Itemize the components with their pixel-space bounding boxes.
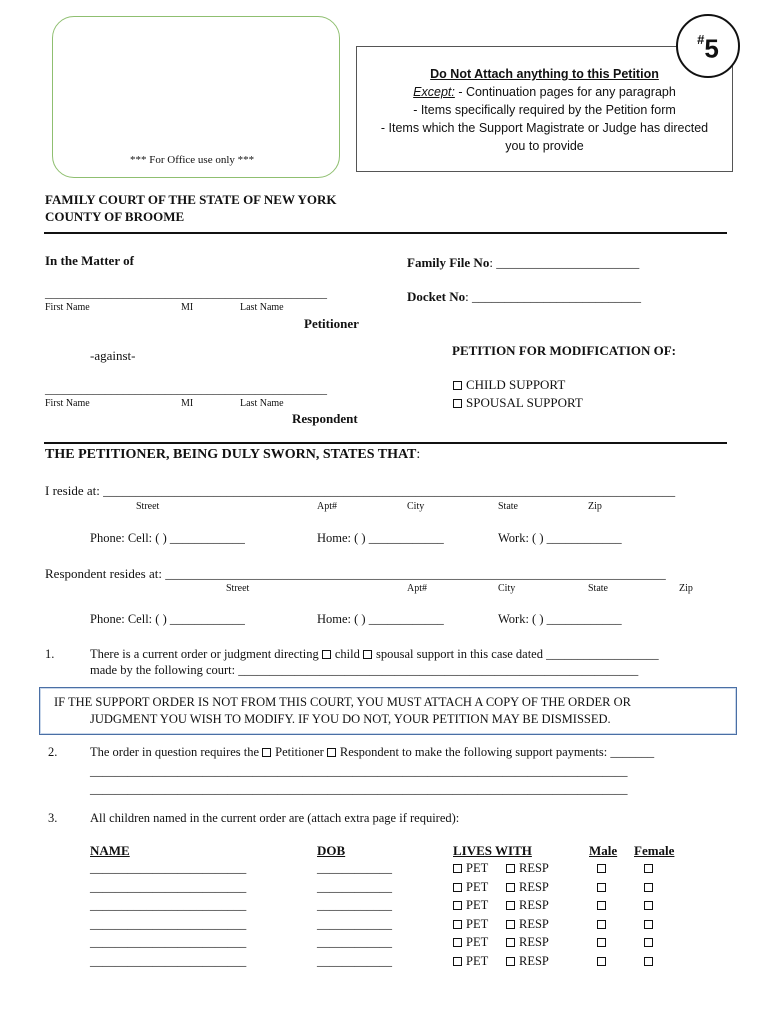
child-pet-label: PET <box>466 954 489 968</box>
child-resp-label: RESP <box>519 898 549 912</box>
petitioner-name-line[interactable]: _______________________________________________ <box>45 286 327 300</box>
child-pet-label: PET <box>466 898 489 912</box>
item-2-number: 2. <box>48 745 58 759</box>
child-support-label: CHILD SUPPORT <box>466 377 566 392</box>
notice-except-label: Except: <box>413 85 455 99</box>
child-pet-label: PET <box>466 935 489 949</box>
child-lives-with-pet[interactable] <box>453 898 488 913</box>
child-support-option[interactable] <box>453 377 565 393</box>
child-resp-label: RESP <box>519 954 549 968</box>
docket-field[interactable] <box>407 289 641 305</box>
child-lives-with-pet[interactable] <box>453 917 488 932</box>
item-2-line-1 <box>90 745 654 760</box>
notice-line1-text: - Continuation pages for any paragraph <box>454 85 676 99</box>
notice-line-4: you to provide <box>505 139 584 153</box>
petitioner-home-phone[interactable]: Home: ( ) ____________ <box>317 531 444 545</box>
children-header-name: NAME <box>90 843 130 858</box>
child-male-checkbox[interactable] <box>597 938 606 947</box>
petitioner-apt-label: Apt# <box>317 501 337 512</box>
child-lives-with-pet[interactable] <box>453 861 488 876</box>
respondent-last-name-label: Last Name <box>240 398 284 409</box>
docket-blank: : __________________________ <box>465 289 642 304</box>
respondent-name-line[interactable]: _______________________________________________ <box>45 382 327 396</box>
child-support-checkbox[interactable] <box>453 381 462 390</box>
child-resp-checkbox[interactable] <box>506 883 515 892</box>
child-female-checkbox[interactable] <box>644 901 653 910</box>
child-pet-label: PET <box>466 861 489 875</box>
item-2-line-3[interactable]: ______________________________________________________________________________________ <box>90 782 628 796</box>
child-lives-with-pet[interactable] <box>453 880 488 895</box>
child-resp-checkbox[interactable] <box>506 957 515 966</box>
child-dob-field[interactable]: ____________ <box>317 935 392 949</box>
child-male-checkbox[interactable] <box>597 901 606 910</box>
court-name: FAMILY COURT OF THE STATE OF NEW YORK <box>45 192 337 207</box>
child-lives-with-pet[interactable] <box>453 935 488 950</box>
form-number-badge <box>676 14 740 78</box>
child-pet-label: PET <box>466 880 489 894</box>
child-male-checkbox[interactable] <box>597 957 606 966</box>
warning-line-1: IF THE SUPPORT ORDER IS NOT FROM THIS COURT, YOU MUST ATTACH A COPY OF THE ORDER OR <box>54 695 631 709</box>
children-header-dob: DOB <box>317 843 346 858</box>
petitioner-label: Petitioner <box>304 316 359 331</box>
item-3-number: 3. <box>48 811 58 825</box>
child-resp-label: RESP <box>519 880 549 894</box>
item-2-respondent-checkbox[interactable] <box>327 748 336 757</box>
item-1-child-checkbox[interactable] <box>322 650 331 659</box>
i-reside-at-field[interactable]: I reside at: ________________________________________________________________________________________ <box>45 483 676 498</box>
petition-for-title: PETITION FOR MODIFICATION OF: <box>452 343 677 358</box>
child-lives-with-resp[interactable] <box>506 954 549 969</box>
child-dob-field[interactable]: ____________ <box>317 898 392 912</box>
child-pet-checkbox[interactable] <box>453 957 462 966</box>
child-dob-field[interactable]: ____________ <box>317 861 392 875</box>
family-file-blank: : ______________________ <box>489 255 640 270</box>
petitioner-last-name-label: Last Name <box>240 302 284 313</box>
petitioner-state-label: State <box>498 501 518 512</box>
item-1-text: There is a current order or judgment directing <box>90 647 322 661</box>
child-pet-label: PET <box>466 917 489 931</box>
header-rule <box>44 232 727 234</box>
in-the-matter-of: In the Matter of <box>45 253 134 268</box>
children-header-lives-with: LIVES WITH <box>453 843 532 858</box>
respondent-street-label: Street <box>226 583 250 594</box>
respondent-label: Respondent <box>292 411 358 426</box>
form-number: 5 <box>704 33 719 64</box>
petitioner-first-name-label: First Name <box>45 302 90 313</box>
respondent-zip-label: Zip <box>679 583 693 594</box>
child-resp-checkbox[interactable] <box>506 864 515 873</box>
spousal-support-label: SPOUSAL SUPPORT <box>466 395 583 410</box>
child-lives-with-resp[interactable] <box>506 917 549 932</box>
child-resp-label: RESP <box>519 861 549 875</box>
item-1-spousal-label[interactable]: spousal support in this case dated __________________ <box>375 647 659 661</box>
petitioner-street-label: Street <box>136 501 160 512</box>
respondent-first-name-label: First Name <box>45 398 90 409</box>
child-resp-label: RESP <box>519 917 549 931</box>
item-2-petitioner-label: Petitioner <box>275 745 327 759</box>
sworn-heading <box>45 447 420 463</box>
child-resp-checkbox[interactable] <box>506 901 515 910</box>
petitioner-city-label: City <box>407 501 425 512</box>
family-file-label: Family File No <box>407 255 490 270</box>
petitioner-work-phone[interactable]: Work: ( ) ____________ <box>498 531 622 545</box>
child-pet-checkbox[interactable] <box>453 901 462 910</box>
child-pet-checkbox[interactable] <box>453 938 462 947</box>
warning-line-2: JUDGMENT YOU WISH TO MODIFY. IF YOU DO NOT, YOUR PETITION MAY BE DISMISSED. <box>90 712 611 726</box>
form-number-prefix: # <box>697 32 705 47</box>
item-1-spousal-checkbox[interactable] <box>363 650 372 659</box>
petitioner-cell-phone[interactable]: Phone: Cell: ( ) ____________ <box>90 531 245 545</box>
child-name-field[interactable]: _________________________ <box>90 898 247 912</box>
child-female-checkbox[interactable] <box>644 864 653 873</box>
child-dob-field[interactable]: ____________ <box>317 880 392 894</box>
child-resp-checkbox[interactable] <box>506 938 515 947</box>
child-lives-with-resp[interactable] <box>506 898 549 913</box>
child-pet-checkbox[interactable] <box>453 864 462 873</box>
sworn-rule <box>44 442 727 444</box>
respondent-apt-label: Apt# <box>407 583 427 594</box>
notice-line-2: - Items specifically required by the Petition form <box>413 103 676 117</box>
child-lives-with-resp[interactable] <box>506 861 549 876</box>
item-2-text: The order in question requires the <box>90 745 263 759</box>
child-name-field[interactable]: _________________________ <box>90 880 247 894</box>
item-1-number: 1. <box>45 647 55 661</box>
notice-line-3: - Items which the Support Magistrate or Judge has directed <box>380 121 709 135</box>
child-female-checkbox[interactable] <box>644 938 653 947</box>
children-header-male: Male <box>589 843 618 858</box>
respondent-home-phone[interactable]: Home: ( ) ____________ <box>317 612 444 626</box>
children-header-female: Female <box>634 843 675 858</box>
item-2-petitioner-checkbox[interactable] <box>262 748 271 757</box>
notice-line-1 <box>356 85 733 99</box>
spousal-support-checkbox[interactable] <box>453 399 462 408</box>
respondent-state-label: State <box>588 583 608 594</box>
child-female-checkbox[interactable] <box>644 920 653 929</box>
child-male-checkbox[interactable] <box>597 883 606 892</box>
sworn-heading-text: THE PETITIONER, BEING DULY SWORN, STATES THAT <box>45 447 417 462</box>
child-female-checkbox[interactable] <box>644 957 653 966</box>
child-male-checkbox[interactable] <box>597 864 606 873</box>
respondent-mi-label: MI <box>181 398 194 409</box>
docket-label: Docket No <box>407 289 466 304</box>
petitioner-zip-label: Zip <box>588 501 602 512</box>
child-lives-with-resp[interactable] <box>506 935 549 950</box>
item-3-text: All children named in the current order are (attach extra page if required): <box>90 811 460 825</box>
child-name-field[interactable]: _________________________ <box>90 954 247 968</box>
item-2-respondent-label[interactable]: Respondent to make the following support payments: _______ <box>339 745 655 759</box>
respondent-resides-at-field[interactable]: Respondent resides at: _____________________________________________________________________________ <box>45 566 666 581</box>
child-name-field[interactable]: _________________________ <box>90 935 247 949</box>
office-use-label: *** For Office use only *** <box>130 154 255 166</box>
child-resp-label: RESP <box>519 935 549 949</box>
sworn-heading-colon: : <box>416 447 421 462</box>
against-label: -against- <box>90 348 136 363</box>
child-lives-with-resp[interactable] <box>506 880 549 895</box>
respondent-work-phone[interactable]: Work: ( ) ____________ <box>498 612 622 626</box>
petitioner-mi-label: MI <box>181 302 194 313</box>
court-county: COUNTY OF BROOME <box>45 209 185 224</box>
item-1-line-1 <box>90 647 659 662</box>
child-name-field[interactable]: _________________________ <box>90 917 247 931</box>
notice-heading: Do Not Attach anything to this Petition <box>430 67 659 81</box>
item-1-court-field[interactable]: made by the following court: ________________________________________________________________ <box>90 663 639 677</box>
spousal-support-option[interactable] <box>453 395 583 411</box>
child-pet-checkbox[interactable] <box>453 883 462 892</box>
item-1-child-label: child <box>334 647 363 661</box>
child-resp-checkbox[interactable] <box>506 920 515 929</box>
family-file-field[interactable] <box>407 255 639 271</box>
child-pet-checkbox[interactable] <box>453 920 462 929</box>
child-female-checkbox[interactable] <box>644 883 653 892</box>
respondent-cell-phone[interactable]: Phone: Cell: ( ) ____________ <box>90 612 245 626</box>
item-2-line-2[interactable]: ______________________________________________________________________________________ <box>90 764 628 778</box>
child-name-field[interactable]: _________________________ <box>90 861 247 875</box>
respondent-city-label: City <box>498 583 516 594</box>
child-dob-field[interactable]: ____________ <box>317 917 392 931</box>
child-dob-field[interactable]: ____________ <box>317 954 392 968</box>
child-male-checkbox[interactable] <box>597 920 606 929</box>
child-lives-with-pet[interactable] <box>453 954 488 969</box>
